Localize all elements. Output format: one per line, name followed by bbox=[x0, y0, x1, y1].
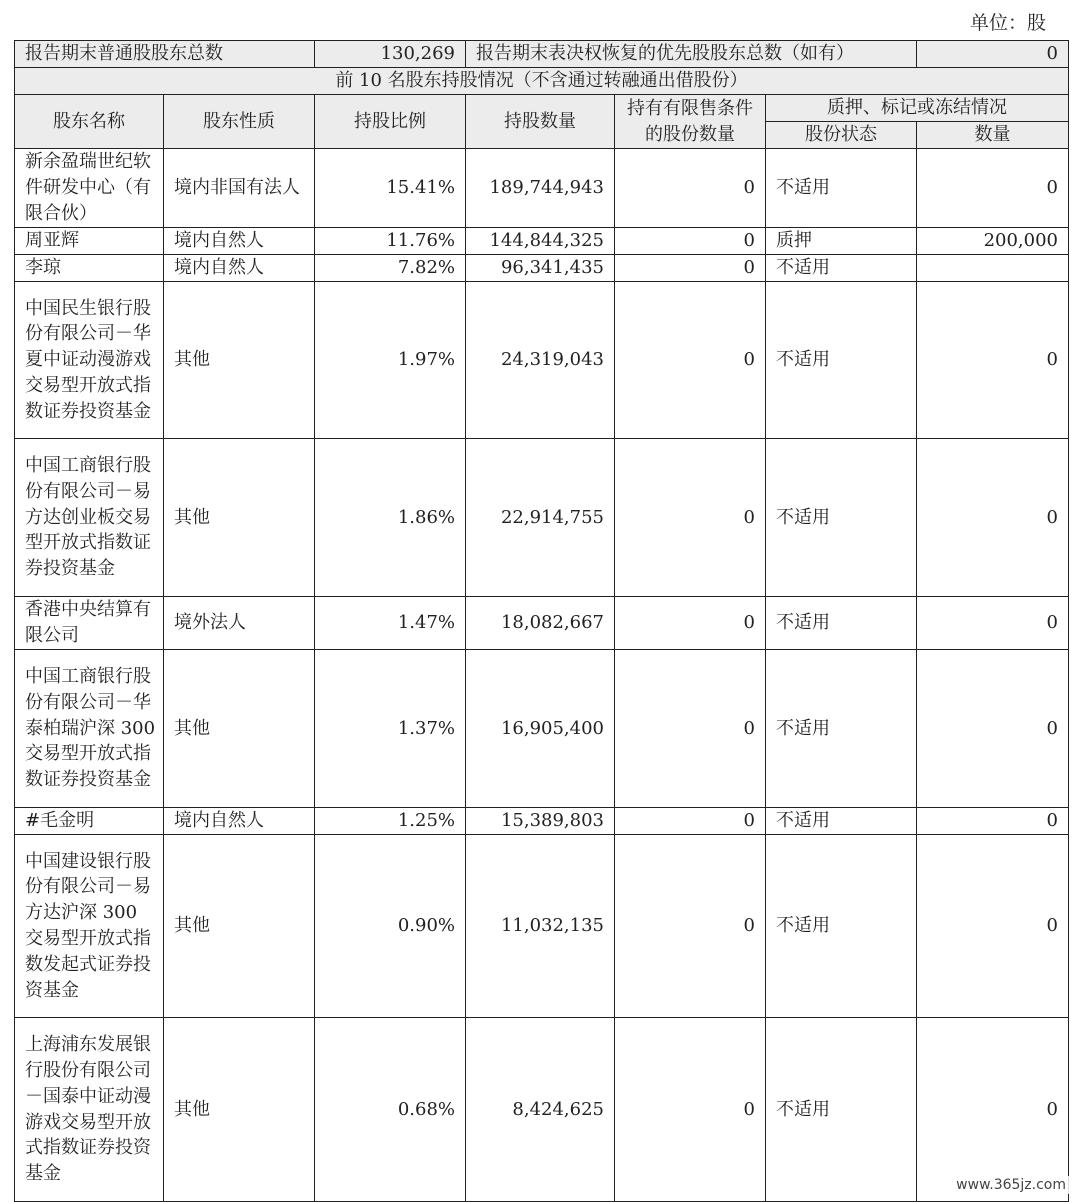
holder-quantity: 8,424,625 bbox=[466, 1018, 615, 1202]
pledge-status: 不适用 bbox=[766, 597, 917, 650]
holder-restricted: 0 bbox=[615, 149, 766, 228]
pledge-status: 质押 bbox=[766, 228, 917, 255]
pledge-status: 不适用 bbox=[766, 255, 917, 282]
holder-ratio: 1.25% bbox=[315, 808, 466, 835]
holder-ratio: 1.47% bbox=[315, 597, 466, 650]
holder-quantity: 22,914,755 bbox=[466, 439, 615, 597]
pledge-quantity: 0 bbox=[917, 149, 1069, 228]
total-holders-label: 报告期末普通股股东总数 bbox=[15, 41, 315, 68]
preferred-holders-value: 0 bbox=[917, 41, 1069, 68]
summary-row bbox=[15, 41, 1069, 68]
pledge-quantity: 0 bbox=[917, 835, 1069, 1018]
pledge-status: 不适用 bbox=[766, 1018, 917, 1202]
holder-nature: 其他 bbox=[164, 650, 315, 808]
holder-restricted: 0 bbox=[615, 228, 766, 255]
header-restricted: 持有有限售条件的股份数量 bbox=[615, 95, 766, 149]
holder-name: 中国建设银行股份有限公司－易方达沪深 300 交易型开放式指数发起式证券投资基金 bbox=[15, 835, 164, 1018]
holder-ratio: 0.68% bbox=[315, 1018, 466, 1202]
pledge-quantity: 0 bbox=[917, 282, 1069, 439]
holder-nature: 其他 bbox=[164, 439, 315, 597]
header-row-1 bbox=[15, 95, 1069, 122]
pledge-quantity: 0 bbox=[917, 439, 1069, 597]
pledge-status: 不适用 bbox=[766, 282, 917, 439]
holder-ratio: 1.97% bbox=[315, 282, 466, 439]
holder-name: 上海浦东发展银行股份有限公司－国泰中证动漫游戏交易型开放式指数证券投资基金 bbox=[15, 1018, 164, 1202]
section-title: 前 10 名股东持股情况（不含通过转融通出借股份） bbox=[15, 68, 1069, 95]
holder-quantity: 24,319,043 bbox=[466, 282, 615, 439]
holder-restricted: 0 bbox=[615, 255, 766, 282]
header-pledge-qty: 数量 bbox=[917, 122, 1069, 149]
watermark: www.365jz.com bbox=[952, 1176, 1070, 1194]
holder-nature: 境内自然人 bbox=[164, 255, 315, 282]
pledge-status: 不适用 bbox=[766, 835, 917, 1018]
pledge-status: 不适用 bbox=[766, 650, 917, 808]
holder-restricted: 0 bbox=[615, 808, 766, 835]
holder-ratio: 15.41% bbox=[315, 149, 466, 228]
holder-ratio: 11.76% bbox=[315, 228, 466, 255]
pledge-quantity: 0 bbox=[917, 650, 1069, 808]
table-row bbox=[15, 439, 1069, 597]
holder-restricted: 0 bbox=[615, 650, 766, 808]
table-row bbox=[15, 149, 1069, 228]
holder-restricted: 0 bbox=[615, 439, 766, 597]
holder-restricted: 0 bbox=[615, 597, 766, 650]
table-row bbox=[15, 597, 1069, 650]
holder-name: 中国民生银行股份有限公司－华夏中证动漫游戏交易型开放式指数证券投资基金 bbox=[15, 282, 164, 439]
holder-nature: 境内自然人 bbox=[164, 228, 315, 255]
shareholder-table bbox=[14, 40, 1069, 1202]
holder-ratio: 0.90% bbox=[315, 835, 466, 1018]
holder-nature: 其他 bbox=[164, 282, 315, 439]
holder-ratio: 7.82% bbox=[315, 255, 466, 282]
table-row bbox=[15, 255, 1069, 282]
holder-name: 中国工商银行股份有限公司－易方达创业板交易型开放式指数证券投资基金 bbox=[15, 439, 164, 597]
holder-name: 香港中央结算有限公司 bbox=[15, 597, 164, 650]
holder-ratio: 1.37% bbox=[315, 650, 466, 808]
header-ratio: 持股比例 bbox=[315, 95, 466, 149]
header-pledge-status: 股份状态 bbox=[766, 122, 917, 149]
pledge-quantity bbox=[917, 255, 1069, 282]
table-row bbox=[15, 228, 1069, 255]
header-pledge-group: 质押、标记或冻结情况 bbox=[766, 95, 1069, 122]
header-nature: 股东性质 bbox=[164, 95, 315, 149]
holder-ratio: 1.86% bbox=[315, 439, 466, 597]
table-row bbox=[15, 835, 1069, 1018]
pledge-quantity: 200,000 bbox=[917, 228, 1069, 255]
pledge-status: 不适用 bbox=[766, 149, 917, 228]
table-row bbox=[15, 808, 1069, 835]
holder-name: #毛金明 bbox=[15, 808, 164, 835]
pledge-quantity: 0 bbox=[917, 1018, 1069, 1202]
header-quantity: 持股数量 bbox=[466, 95, 615, 149]
holder-name: 新余盈瑞世纪软件研发中心（有限合伙） bbox=[15, 149, 164, 228]
holder-restricted: 0 bbox=[615, 835, 766, 1018]
holder-nature: 其他 bbox=[164, 1018, 315, 1202]
preferred-holders-label: 报告期末表决权恢复的优先股股东总数（如有） bbox=[466, 41, 917, 68]
holder-name: 李琼 bbox=[15, 255, 164, 282]
table-row bbox=[15, 650, 1069, 808]
holder-restricted: 0 bbox=[615, 1018, 766, 1202]
holder-name: 周亚辉 bbox=[15, 228, 164, 255]
holder-nature: 境内自然人 bbox=[164, 808, 315, 835]
holder-restricted: 0 bbox=[615, 282, 766, 439]
holder-quantity: 11,032,135 bbox=[466, 835, 615, 1018]
holder-quantity: 16,905,400 bbox=[466, 650, 615, 808]
holder-quantity: 96,341,435 bbox=[466, 255, 615, 282]
table-row bbox=[15, 1018, 1069, 1202]
holder-quantity: 18,082,667 bbox=[466, 597, 615, 650]
total-holders-value: 130,269 bbox=[315, 41, 466, 68]
header-name: 股东名称 bbox=[15, 95, 164, 149]
holder-nature: 境外法人 bbox=[164, 597, 315, 650]
holder-name: 中国工商银行股份有限公司－华泰柏瑞沪深 300 交易型开放式指数证券投资基金 bbox=[15, 650, 164, 808]
holder-nature: 境内非国有法人 bbox=[164, 149, 315, 228]
pledge-quantity: 0 bbox=[917, 808, 1069, 835]
pledge-status: 不适用 bbox=[766, 439, 917, 597]
holder-nature: 其他 bbox=[164, 835, 315, 1018]
unit-label: 单位：股 bbox=[969, 12, 1046, 34]
holder-quantity: 15,389,803 bbox=[466, 808, 615, 835]
table-row bbox=[15, 282, 1069, 439]
holder-quantity: 189,744,943 bbox=[466, 149, 615, 228]
pledge-quantity: 0 bbox=[917, 597, 1069, 650]
pledge-status: 不适用 bbox=[766, 808, 917, 835]
holder-quantity: 144,844,325 bbox=[466, 228, 615, 255]
section-title-row bbox=[15, 68, 1069, 95]
